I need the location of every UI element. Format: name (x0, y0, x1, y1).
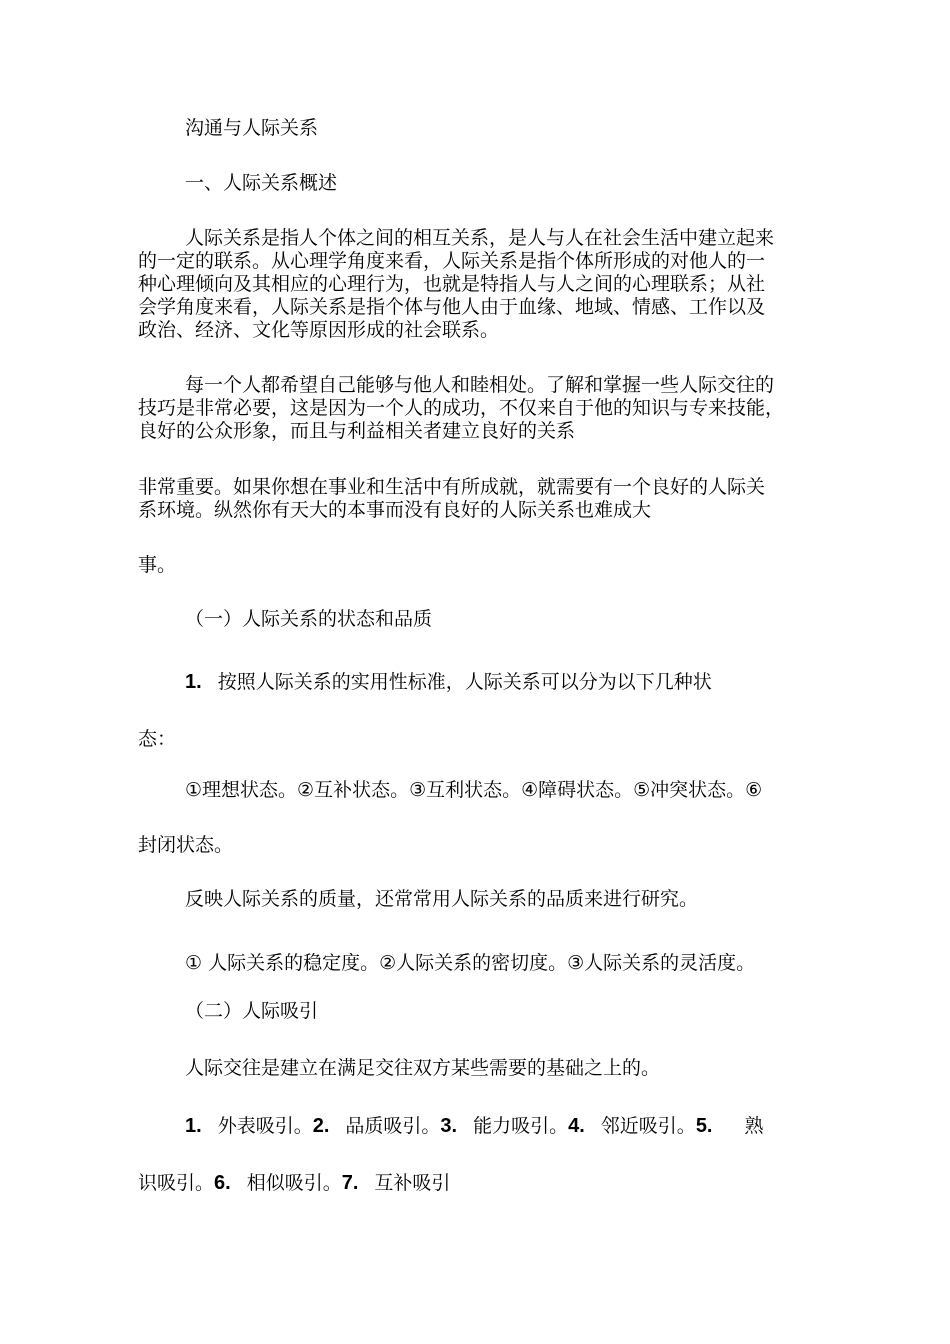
item-number: 4. (568, 1115, 585, 1137)
item-number: 3. (440, 1115, 458, 1137)
item-number: 1. (185, 671, 202, 693)
paragraph-line: 会学角度来看，人际关系是指个体与他人由于血缘、地域、情感、工作以及 (138, 296, 766, 318)
item-number: 2. (312, 1115, 330, 1137)
item-label: 品质吸引。 (345, 1115, 441, 1137)
item-number: 1. (185, 1115, 202, 1137)
states-line-1: ①理想状态。②互补状态。③互利状态。④障碍状态。⑤冲突状态。⑥ (185, 779, 763, 801)
attraction-list-line-2 (138, 1170, 450, 1196)
quality-intro: 反映人际关系的质量，还常常用人际关系的品质来进行研究。 (185, 888, 699, 910)
subsection-heading-2: （二）人际吸引 (185, 1000, 319, 1022)
paragraph-line: 事。 (138, 554, 177, 576)
document-title: 沟通与人际关系 (185, 117, 319, 139)
item-number: 5. (695, 1115, 713, 1137)
item-number: 6. (214, 1172, 231, 1194)
item-label: 外表吸引。 (217, 1115, 313, 1137)
paragraph-line: 人际关系是指人个体之间的相互关系，是人与人在社会生活中建立起来 (185, 227, 775, 249)
item-label: 识吸引。 (138, 1172, 215, 1194)
paragraph-line: 每一个人都希望自己能够与他人和睦相处。了解和掌握一些人际交往的 (185, 374, 775, 396)
paragraph-line: 良好的公众形象，而且与利益相关者建立良好的关系 (138, 420, 576, 442)
attraction-intro: 人际交往是建立在满足交往双方某些需要的基础之上的。 (185, 1057, 661, 1079)
item-label: 邻近吸引。 (600, 1115, 696, 1137)
states-line-2: 封闭状态。 (138, 834, 234, 856)
paragraph-line: 的一定的联系。从心理学角度来看，人际关系是指个体所形成的对他人的一 (138, 250, 766, 272)
subsection-heading-1: （一）人际关系的状态和品质 (185, 608, 433, 630)
section-heading-1: 一、人际关系概述 (185, 172, 338, 194)
item-number: 7. (341, 1172, 359, 1194)
attraction-list-line-1 (185, 1113, 764, 1139)
list-item-1-continuation: 态： (138, 728, 177, 750)
item-label: 互补吸引 (374, 1172, 451, 1194)
paragraph-line: 政治、经济、文化等原因形成的社会联系。 (138, 319, 500, 341)
paragraph-line: 非常重要。如果你想在事业和生活中有所成就，就需要有一个良好的人际关 (138, 476, 766, 498)
item-label: 相似吸引。 (246, 1172, 342, 1194)
quality-items: ① 人际关系的稳定度。②人际关系的密切度。③人际关系的灵活度。 (185, 952, 756, 974)
item-text: 按照人际关系的实用性标准，人际关系可以分为以下几种状 (217, 671, 712, 693)
paragraph-line: 系环境。纵然你有天大的本事而没有良好的人际关系也难成大 (138, 499, 652, 521)
item-label: 能力吸引。 (473, 1115, 569, 1137)
item-label: 熟 (744, 1115, 764, 1137)
paragraph-line: 技巧是非常必要，这是因为一个人的成功，不仅来自于他的知识与专来技能， (138, 397, 785, 419)
paragraph-line: 种心理倾向及其相应的心理行为，也就是特指人与人之间的心理联系；从社 (138, 273, 766, 295)
list-item-1 (185, 669, 712, 695)
